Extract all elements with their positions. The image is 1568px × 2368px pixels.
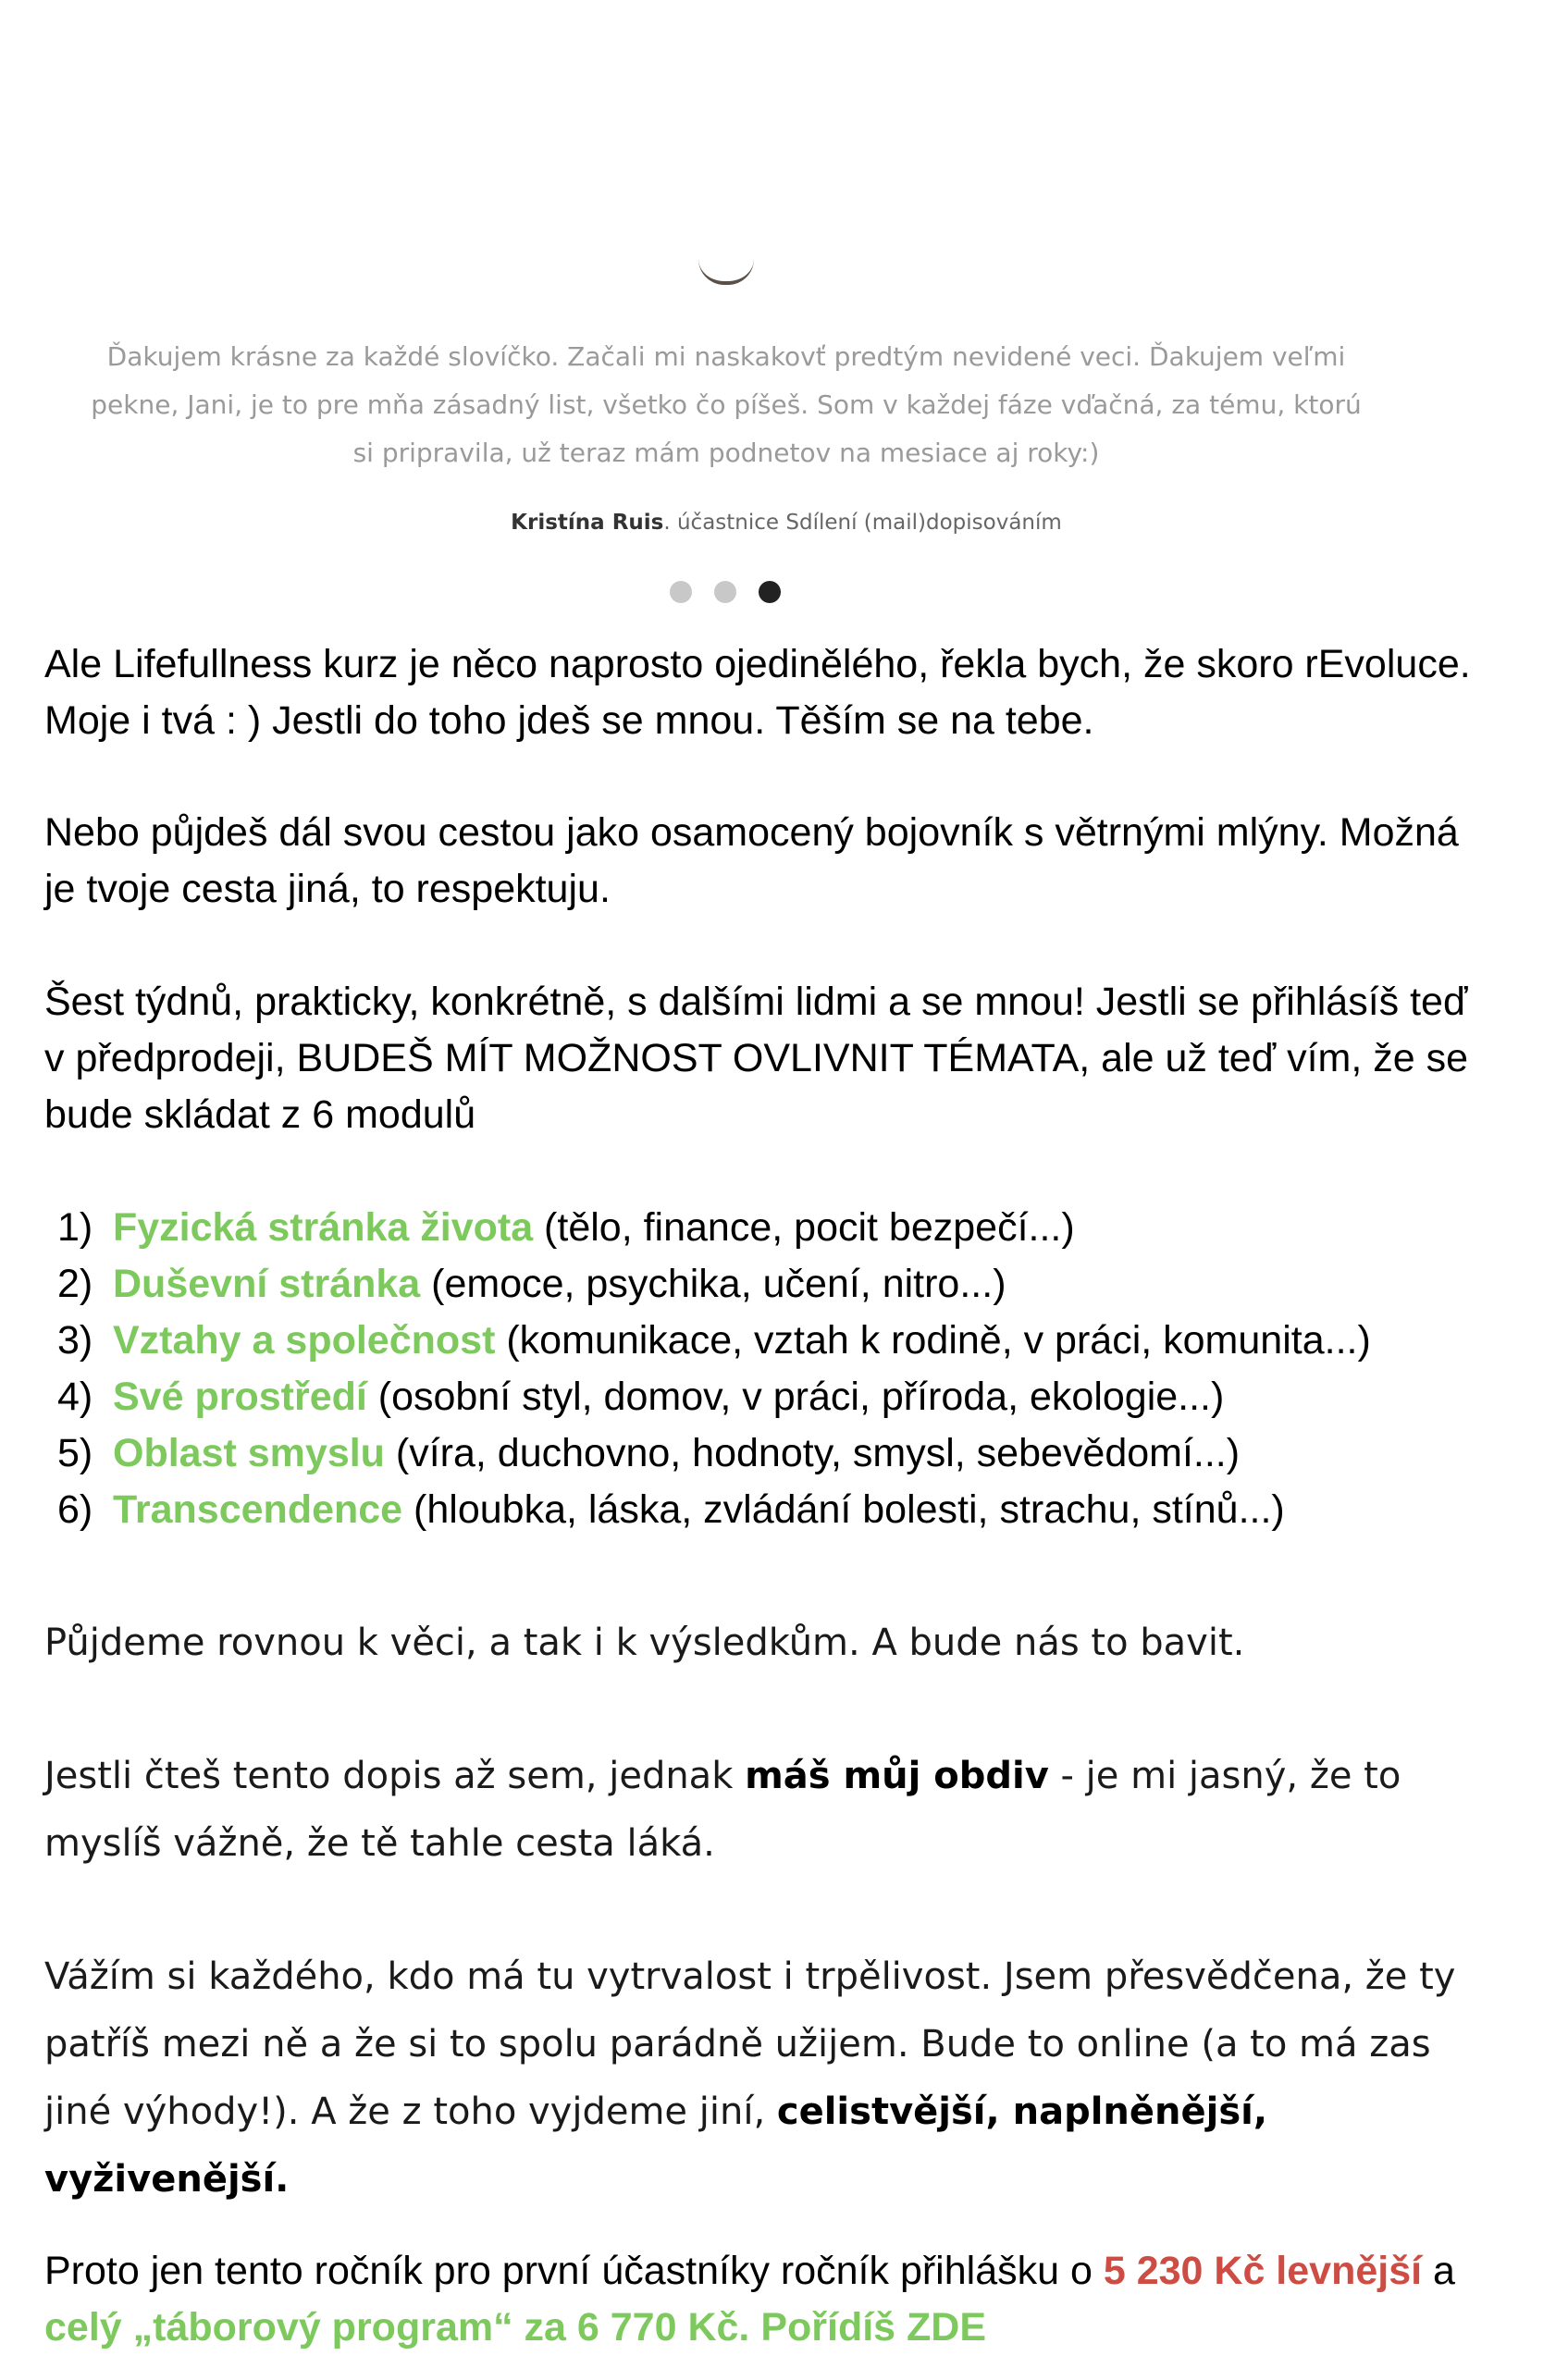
carousel-dot-2[interactable] (714, 581, 736, 603)
module-desc: (hloubka, láska, zvládání bolesti, strachu, stínů...) (402, 1487, 1285, 1532)
carousel-dots (670, 581, 781, 603)
module-desc: (víra, duchovno, hodnoty, smysl, sebevědomí...) (384, 1431, 1241, 1475)
purchase-link[interactable]: celý „táborový program“ za 6 770 Kč. Pořídíš ZDE (44, 2305, 987, 2350)
module-number: 2) (57, 1262, 93, 1306)
module-item (57, 1313, 1537, 1369)
paragraph-admiration (44, 1743, 1488, 1878)
module-title: Transcendence (113, 1487, 403, 1532)
module-item (57, 1482, 1537, 1538)
module-desc: (emoce, psychika, učení, nitro...) (420, 1262, 1006, 1306)
module-number: 1) (57, 1205, 93, 1250)
module-title: Své prostředí (113, 1375, 367, 1419)
text-span: Vážím si každého, kdo má tu vytrvalost i trpělivost. Jsem přesvědčena, že ty patříš mezi ně a že si to spolu parádně užijem. Bude to online (a to má zas jiné výhody!). A že z toho vyjdeme jiní, (44, 1955, 1456, 2133)
module-number: 6) (57, 1487, 93, 1532)
module-number: 5) (57, 1431, 93, 1475)
paragraph-appreciation (44, 1943, 1488, 2214)
carousel-dot-1[interactable] (670, 581, 692, 603)
module-item (57, 1425, 1537, 1482)
text-span: Jestli čteš tento dopis až sem, jednak (44, 1755, 746, 1797)
paragraph-course: Šest týdnů, prakticky, konkrétně, s dalšími lidmi a se mnou! Jestli se přihlásíš teď v předprodeji, BUDEŠ MÍT MOŽNOST OVLIVNIT TÉMATA, ale už teď vím, že se bude skládat z 6 modulů (44, 980, 1469, 1137)
module-desc: (komunikace, vztah k rodině, v práci, komunita...) (495, 1318, 1371, 1363)
author-name: Kristína Ruis (511, 511, 664, 535)
module-number: 3) (57, 1318, 93, 1363)
module-title: Duševní stránka (113, 1262, 421, 1306)
testimonial-quote: Ďakujem krásne za každé slovíčko. Začali mi naskakovť predtým nevidené veci. Ďakujem veľmi pekne, Jani, je to pre mňa zásadný list, všetko čo píšeš. Som v každej fáze vďačná, za tému, ktorú si pripravila, už teraz mám podnetov na mesiace aj roky:) (91, 341, 1362, 468)
testimonial-author (278, 511, 1295, 535)
text-span: a (1422, 2249, 1455, 2293)
module-item (57, 1200, 1537, 1256)
bold-text: celistvější, naplněnější, vyživenější. (44, 2090, 1268, 2201)
paragraph-direct: Půjdeme rovnou k věci, a tak i k výsledkům. A bude nás to bavit. (44, 1622, 1245, 1664)
paragraph-offer (44, 2243, 1488, 2356)
carousel-dot-3[interactable] (759, 581, 781, 603)
module-desc: (osobní styl, domov, v práci, příroda, ekologie...) (366, 1375, 1225, 1419)
author-role: . účastnice Sdílení (mail)dopisováním (663, 511, 1062, 535)
module-desc: (tělo, finance, pocit bezpečí...) (533, 1205, 1075, 1250)
module-title: Fyzická stránka života (113, 1205, 534, 1250)
module-title: Oblast smyslu (113, 1431, 385, 1475)
paragraph-alternative: Nebo půjdeš dál svou cestou jako osamocený bojovník s větrnými mlýny. Možná je tvoje cesta jiná, to respektuju. (44, 810, 1459, 911)
avatar (698, 259, 754, 285)
text-span: - je mi jasný, že to myslíš vážně, že tě tahle cesta láká. (44, 1755, 1401, 1865)
bold-text: máš můj obdiv (745, 1755, 1049, 1797)
paragraph-intro: Ale Lifefullness kurz je něco naprosto ojedinělého, řekla bych, že skoro rEvoluce. Moje i tvá : ) Jestli do toho jdeš se mnou. Těším se na tebe. (44, 642, 1471, 743)
text-span: Proto jen tento ročník pro první účastníky ročník přihlášku o (44, 2249, 1104, 2293)
discount-text: 5 230 Kč levnější (1103, 2249, 1423, 2293)
module-number: 4) (57, 1375, 93, 1419)
module-item (57, 1256, 1537, 1313)
module-item (57, 1369, 1537, 1425)
module-title: Vztahy a společnost (113, 1318, 496, 1363)
